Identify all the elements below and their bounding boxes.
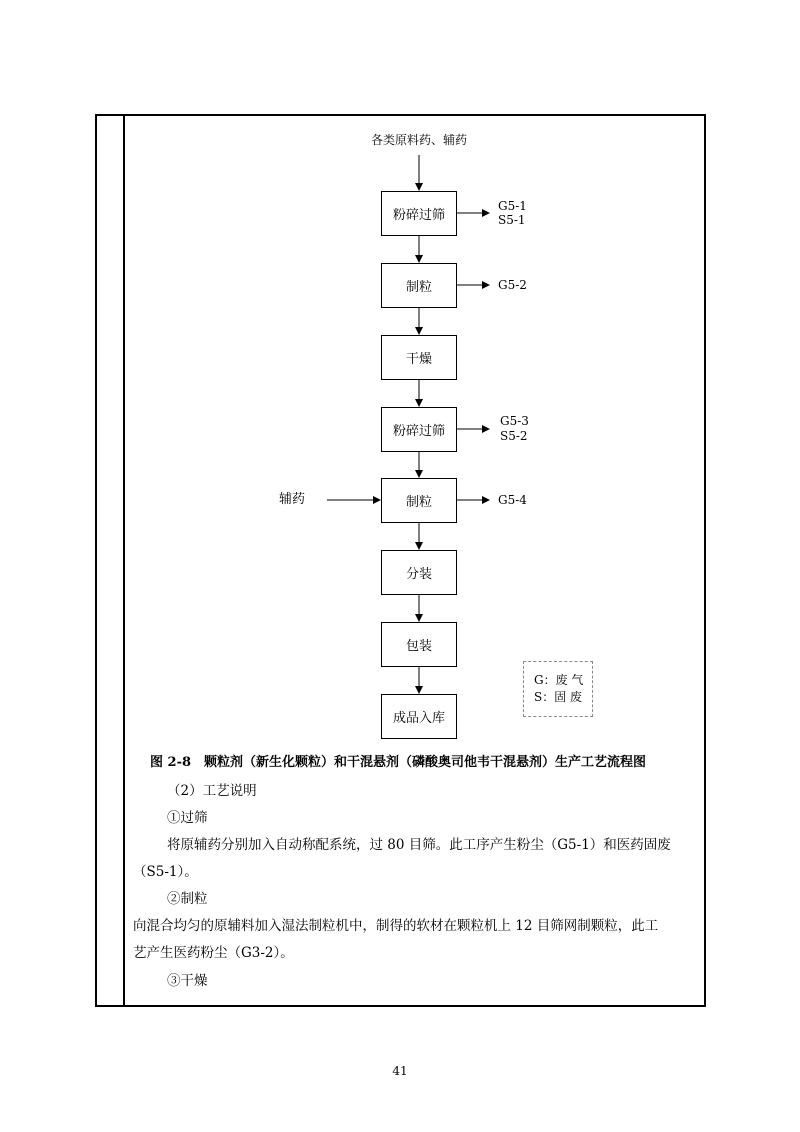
output-label: G5-2 bbox=[498, 278, 527, 292]
step-box-granulate-1: 制粒 bbox=[381, 263, 457, 308]
paragraph-line: 将原辅药分别加入自动称配系统，过 80 目筛。此工序产生粉尘（G5-1）和医药固废 bbox=[167, 837, 671, 853]
input-label: 各类原料药、辅药 bbox=[370, 133, 467, 147]
paragraph-line: 向混合均匀的原辅料加入湿法制粒机中，制得的软材在颗粒机上 12 目筛网制颗粒，此工 bbox=[133, 918, 659, 934]
step-box-crush-sieve-1: 粉碎过筛 bbox=[381, 191, 457, 236]
output-label: G5-1 bbox=[498, 199, 527, 213]
output-label: G5-4 bbox=[498, 493, 527, 507]
item-title: ②制粒 bbox=[167, 891, 208, 907]
legend-box bbox=[523, 661, 593, 717]
legend-item-solid: S：固 废 bbox=[534, 690, 583, 704]
step-box-package: 包装 bbox=[381, 622, 457, 667]
section-heading: （2）工艺说明 bbox=[167, 783, 257, 799]
step-box-granulate-2: 制粒 bbox=[381, 478, 457, 523]
step-box-warehouse: 成品入库 bbox=[381, 694, 457, 739]
paragraph-line: 艺产生医药粉尘（G3-2）。 bbox=[133, 945, 294, 961]
item-title: ③干燥 bbox=[167, 973, 208, 989]
output-label: S5-2 bbox=[500, 429, 528, 443]
side-input-label: 辅药 bbox=[279, 492, 306, 507]
step-box-dry: 干燥 bbox=[381, 335, 457, 380]
paragraph-line: （S5-1）。 bbox=[133, 864, 198, 880]
legend-item-gas: G：废 气 bbox=[534, 673, 584, 687]
item-title: ①过筛 bbox=[167, 810, 208, 826]
output-label: G5-3 bbox=[500, 414, 529, 428]
step-box-dispense: 分装 bbox=[381, 550, 457, 595]
output-label: S5-1 bbox=[498, 213, 526, 227]
step-box-crush-sieve-2: 粉碎过筛 bbox=[381, 407, 457, 452]
page-number: 41 bbox=[392, 1064, 408, 1078]
figure-caption: 图 2-8 颗粒剂（新生化颗粒）和干混悬剂（磷酸奥司他韦干混悬剂）生产工艺流程图 bbox=[150, 755, 647, 770]
